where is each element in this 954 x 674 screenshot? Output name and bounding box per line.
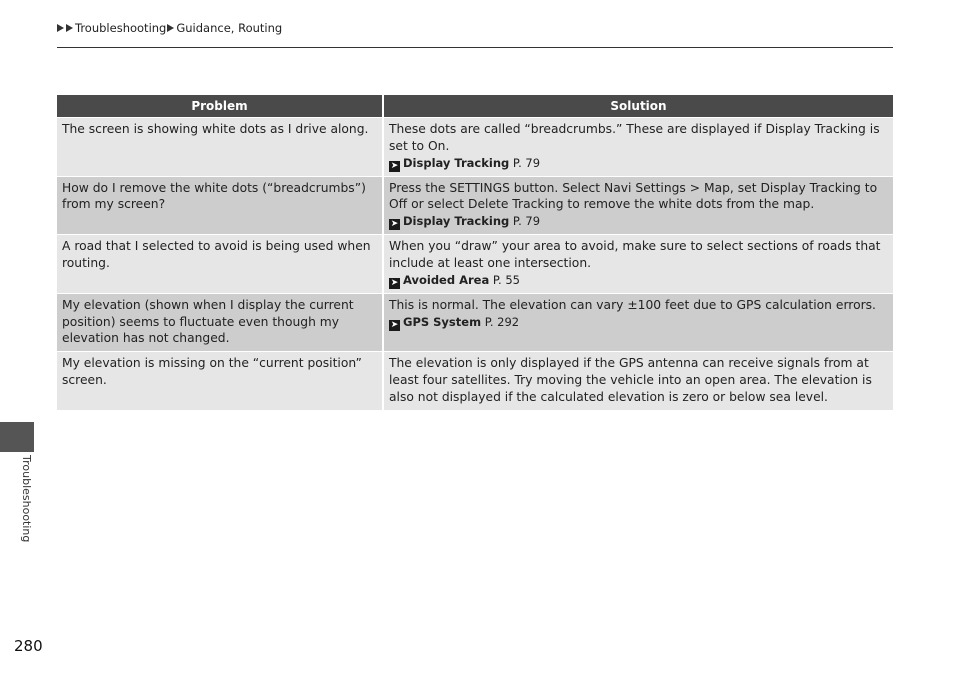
setting-keyword: Map <box>703 180 730 195</box>
reference-page: P. 79 <box>509 155 541 170</box>
table-header-row <box>57 95 893 118</box>
reference-arrow-icon: ➤ <box>390 160 399 171</box>
reference-arrow-icon: ➤ <box>390 219 399 230</box>
breadcrumb-item-troubleshooting[interactable]: Troubleshooting <box>75 21 167 35</box>
reference-name: Display Tracking <box>403 155 510 170</box>
triangle-right-icon <box>66 24 73 32</box>
table-row <box>57 235 893 294</box>
reference-arrow-icon: ➤ <box>390 319 399 330</box>
breadcrumb <box>57 21 282 35</box>
setting-keyword: Delete Tracking <box>468 197 564 212</box>
section-label: Troubleshooting <box>20 455 33 543</box>
header-divider <box>57 47 893 48</box>
troubleshooting-table <box>57 95 893 411</box>
reference-page: P. 79 <box>509 214 541 229</box>
breadcrumb-item-guidance-routing[interactable]: Guidance, Routing <box>176 21 283 35</box>
reference-name: Avoided Area <box>403 272 490 287</box>
problem-cell: How do I remove the white dots (“breadcrumbs”) from my screen? <box>57 177 384 236</box>
solution-text: Press the SETTINGS button. Select <box>389 180 605 195</box>
solution-text: is set to <box>389 122 880 153</box>
setting-keyword: Display Tracking <box>765 122 866 136</box>
solution-cell <box>384 118 893 177</box>
problem-cell: The screen is showing white dots as I drive along. <box>57 118 384 177</box>
problem-cell: My elevation is missing on the “current position” screen. <box>57 352 384 410</box>
solution-text: to <box>860 180 878 195</box>
problem-cell: A road that I selected to avoid is being used when routing. <box>57 235 384 294</box>
reference-page: P. 55 <box>489 272 520 287</box>
column-header-solution: Solution <box>384 95 893 118</box>
solution-text: This is normal. The elevation can vary ±100 feet due to GPS calculation errors. <box>389 297 876 312</box>
solution-text: , set <box>729 180 761 195</box>
table-row <box>57 177 893 236</box>
solution-cell: The elevation is only displayed if the GPS antenna can receive signals from at least four satellites. Try moving the vehicle into an open area. The elevation is also not displayed if the calculated elevation is zero or below sea level. <box>384 352 893 410</box>
solution-cell <box>384 235 893 294</box>
solution-text: When you “draw” your area to avoid, make sure to select sections of roads that include at least one intersection. <box>389 239 881 270</box>
solution-text: . <box>445 138 450 153</box>
solution-text: These dots are called “breadcrumbs.” These are displayed if <box>389 122 766 136</box>
page-reference[interactable] <box>389 273 520 287</box>
table-row <box>57 118 893 177</box>
solution-cell <box>384 177 893 236</box>
reference-name: GPS System <box>403 314 482 329</box>
reference-arrow-icon: ➤ <box>390 277 399 288</box>
solution-text: > <box>685 180 704 195</box>
setting-keyword: Off <box>389 197 408 212</box>
solution-text: to remove the white dots from the map. <box>563 197 815 212</box>
setting-keyword: Display Tracking <box>760 180 861 195</box>
reference-page: P. 292 <box>481 314 520 329</box>
page-number: 280 <box>14 637 43 655</box>
page-reference[interactable] <box>389 156 540 170</box>
table-row <box>57 352 893 410</box>
column-header-problem: Problem <box>57 95 384 118</box>
table-row <box>57 294 893 352</box>
setting-keyword: On <box>427 138 446 153</box>
problem-cell: My elevation (shown when I display the current position) seems to fluctuate even though my elevation has not changed. <box>57 294 384 352</box>
triangle-right-icon <box>167 24 174 32</box>
solution-cell <box>384 294 893 352</box>
setting-keyword: Navi Settings <box>604 180 686 195</box>
page-reference[interactable] <box>389 214 540 228</box>
solution-text: or select <box>407 197 468 212</box>
reference-name: Display Tracking <box>403 214 510 229</box>
page-reference[interactable] <box>389 315 519 329</box>
triangle-right-icon <box>57 24 64 32</box>
section-tab <box>0 422 34 452</box>
